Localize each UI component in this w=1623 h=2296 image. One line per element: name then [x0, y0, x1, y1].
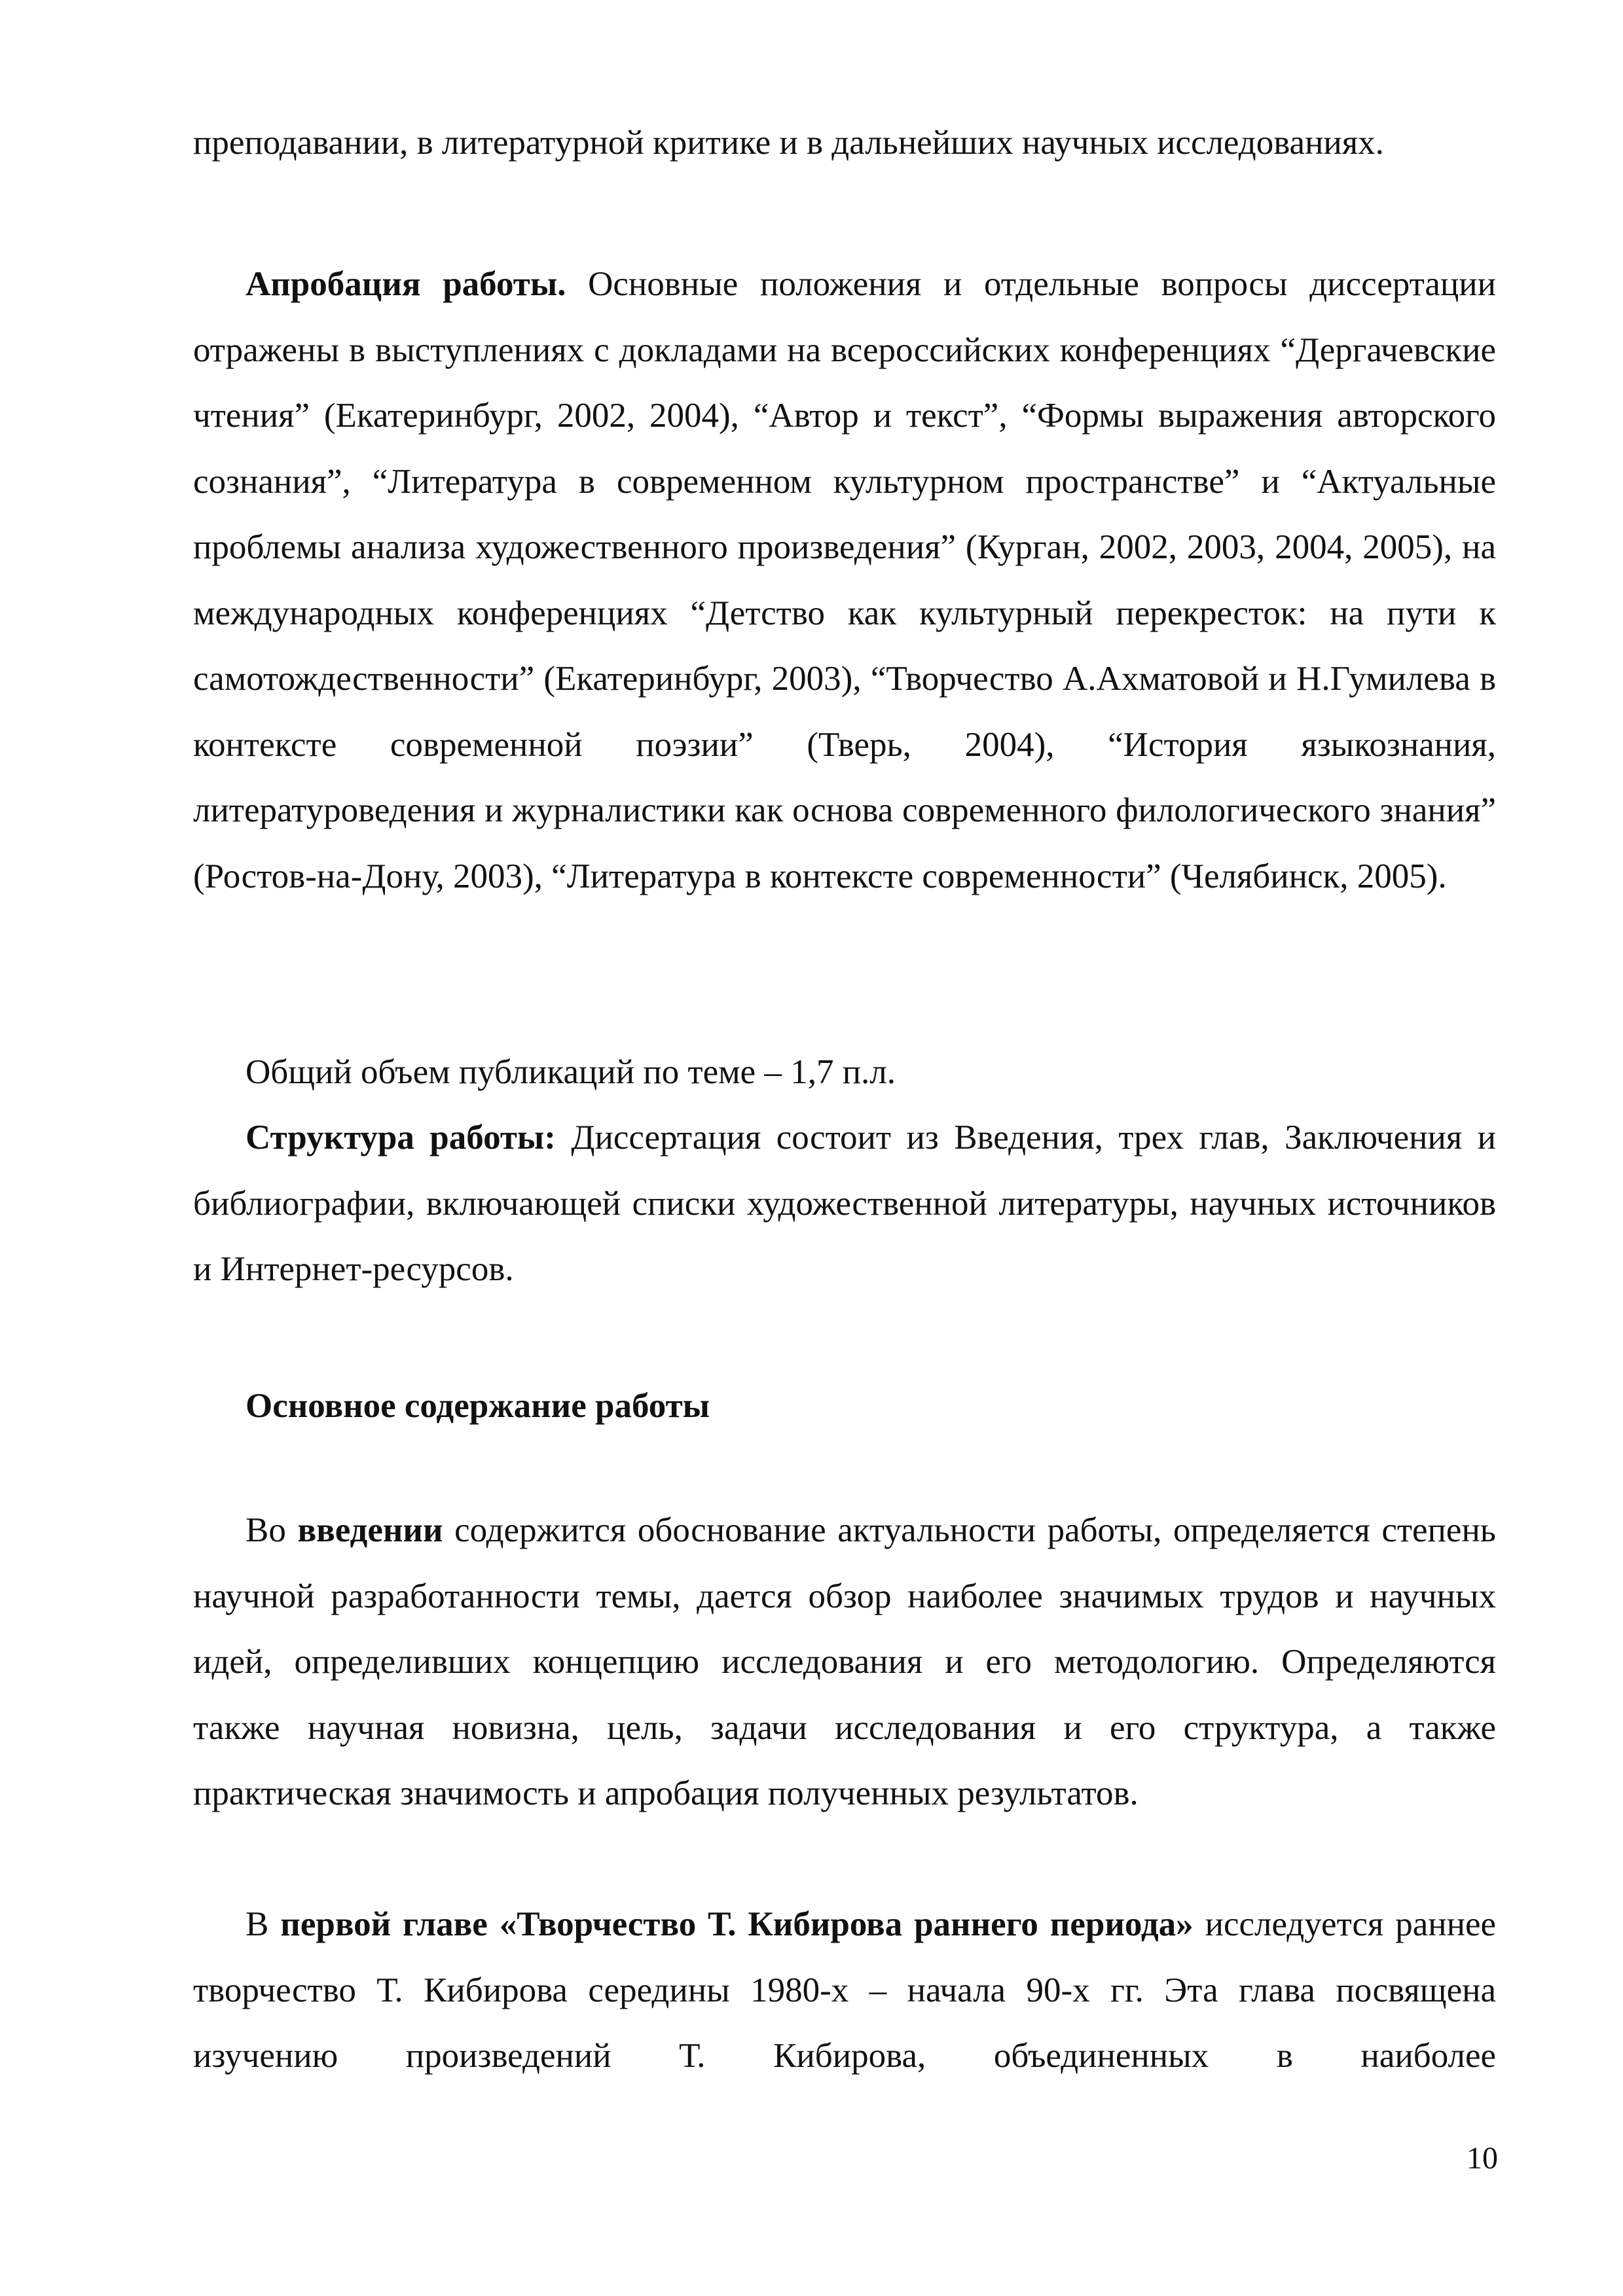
paragraph-publications-volume: [193, 1039, 1496, 1105]
paragraph-prefix: Во: [246, 1511, 298, 1549]
paragraph-text: содержится обоснование актуальности работы, определяется степень научной разработанности темы, дается обзор наиболее значимых трудов и научных идей, определивших концепцию исследования и его методологию. Определяются также научная новизна, цель, задачи исследования и его структура, а также практическая значимость и апробация полученных результатов.: [193, 1511, 1496, 1812]
paragraph-text: исследуется раннее творчество Т. Кибирова середины 1980-х – начала 90-х гг. Эта глава посвящена изучению произведений Т. Кибирова, объединенных в наиболее: [193, 1905, 1496, 2075]
paragraph-first-chapter: [193, 1892, 1496, 2089]
paragraph-text: Основные положения и отдельные вопросы диссертации отражены в выступлениях с докладами на всероссийских конференциях “Дергачевские чтения” (Екатеринбург, 2002, 2004), “Автор и текст”, “Формы выражения авторского сознания”, “Литература в современном культурном пространстве” и “Актуальные проблемы анализа художественного произведения” (Курган, 2002, 2003, 2004, 2005), на международных конференциях “Детство как культурный перекресток: на пути к самотождественности” (Екатеринбург, 2003), “Творчество А.Ахматовой и Н.Гумилева в контексте современной поэзии” (Тверь, 2004), “История языкознания, литературоведения и журналистики как основа современного филологического знания” (Ростов-на-Дону, 2003), “Литература в контексте современности” (Челябинск, 2005).: [193, 265, 1496, 895]
paragraph-approbation: [193, 251, 1496, 909]
paragraph-bold-term: первой главе «Творчество Т. Кибирова раннего периода»: [280, 1905, 1194, 1943]
paragraph-continuation: [193, 110, 1496, 176]
paragraph-prefix: В: [246, 1905, 281, 1943]
section-heading: Основное содержание работы: [246, 1387, 710, 1425]
paragraph-text: Общий объем публикаций по теме – 1,7 п.л.: [246, 1053, 896, 1091]
paragraph-introduction: [193, 1498, 1496, 1827]
paragraph-structure: [193, 1105, 1496, 1302]
paragraph-text: преподавании, в литературной критике и в дальнейших научных исследованиях.: [193, 124, 1384, 162]
paragraph-lead-bold: Апробация работы.: [246, 265, 566, 303]
paragraph-bold-term: введении: [297, 1511, 443, 1549]
page-number: 10: [1467, 2141, 1498, 2176]
paragraph-lead-bold: Структура работы:: [246, 1119, 556, 1157]
paragraph-text: Диссертация состоит из Введения, трех глав, Заключения и библиографии, включающей списки художественной литературы, научных источников и Интернет-ресурсов.: [193, 1119, 1496, 1288]
